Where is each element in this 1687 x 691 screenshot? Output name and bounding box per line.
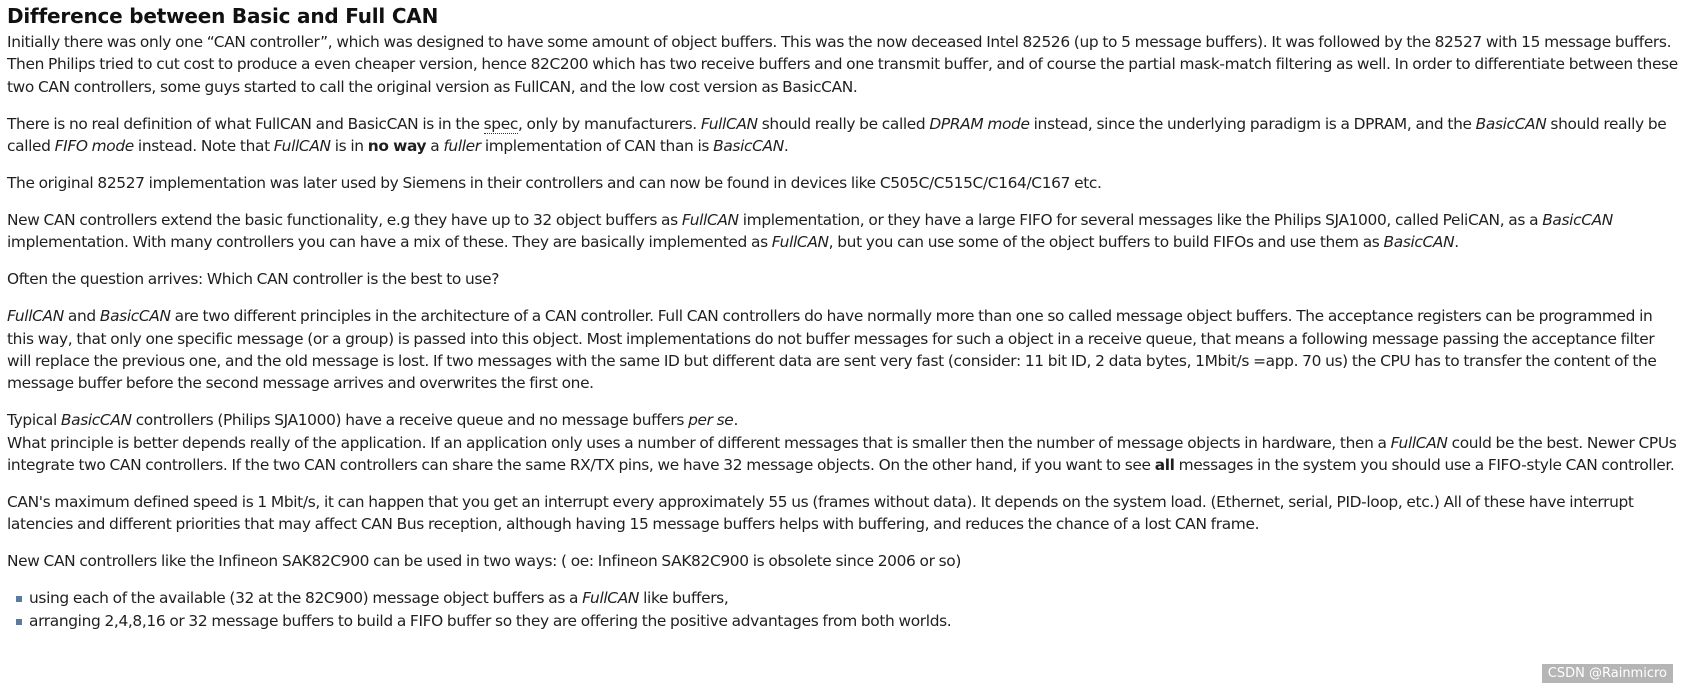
paragraph-intro: Initially there was only one “CAN controller”, which was designed to have some amount of object buffers. This was the now deceased Intel 82526 (up to 5 message buffers). It was followed by the 82527 with 15 message buffers. Then Philips tried to cut cost to produce a even cheaper version, hence 82C200 which has two receive buffers and one transmit buffer, and of course the partial mask-match filtering as well. In order to differentiate between these two CAN controllers, some guys started to call the original version as FullCAN, and the low cost version as BasicCAN. bbox=[7, 33, 1678, 96]
paragraph-siemens: The original 82527 implementation was later used by Siemens in their controllers and can now be found in devices like C505C/C515C/C164/C167 etc. bbox=[7, 174, 1102, 193]
paragraph-which-better: What principle is better depends really of the application. If an application only uses a number of different messages that is smaller then the number of message objects in hardware, then a FullCAN could be the best. Newer CPUs integrate two CAN controllers. If the two CAN controllers can share the same RX/TX pins, we have 32 message objects. On the other hand, if you want to see all messages in the system you should use a FIFO-style CAN controller. bbox=[7, 433, 1677, 475]
spec-link[interactable]: spec bbox=[483, 114, 518, 133]
paragraph-infineon: New CAN controllers like the Infineon SAK82C900 can be used in two ways: ( oe: Infineon SAK82C900 is obsolete since 2006 or so) bbox=[7, 552, 962, 571]
paragraph-definition: There is no real definition of what FullCAN and BasicCAN is in the spec, only by manufacturers. FullCAN should really be called DPRAM mode instead, since the underlying paradigm is a DPRAM, and the BasicCAN should really be called FIFO mode instead. Note that FullCAN is in no way a fuller implementation of CAN than is BasicCAN. bbox=[7, 114, 1667, 156]
paragraph-principles: FullCAN and BasicCAN are two different principles in the architecture of a CAN controller. Full CAN controllers do have normally more than one so called message object buffers. The acceptance registers can be programmed in this way, that only one specific message (or a group) is passed into this object. Most implementations do not buffer messages for such a object in a receive queue, that means a following message passing the acceptance filter will replace the previous one, and the old message is lost. If two messages with the same ID but different data are sent very fast (consider: 11 bit ID, 2 data bytes, 1Mbit/s =app. 70 us) the CPU has to transfer the content of the message buffer before the second message arrives and overwrites the first one. bbox=[7, 307, 1657, 393]
usage-list bbox=[7, 587, 1682, 632]
page-title: Difference between Basic and Full CAN bbox=[7, 4, 439, 28]
paragraph-question: Often the question arrives: Which CAN controller is the best to use? bbox=[7, 270, 500, 289]
paragraph-speed: CAN's maximum defined speed is 1 Mbit/s, it can happen that you get an interrupt every approximately 55 us (frames without data). It depends on the system load. (Ethernet, serial, PID-loop, etc.) All of these have interrupt latencies and different priorities that may affect CAN Bus reception, although having 15 message buffers helps with buffering, and reduces the chance of a lost CAN frame. bbox=[7, 493, 1634, 534]
watermark: CSDN @Rainmicro bbox=[1542, 664, 1673, 683]
paragraph-new-controllers: New CAN controllers extend the basic functionality, e.g they have up to 32 object buffers as FullCAN implementation, or they have a large FIFO for several messages like the Philips SJA1000, called PeliCAN, as a BasicCAN implementation. With many controllers you can have a mix of these. They are basically implemented as FullCAN, but you can use some of the object buffers to build FIFOs and use them as BasicCAN. bbox=[7, 210, 1613, 252]
square-bullet-icon bbox=[16, 596, 22, 602]
paragraph-basiccan-typical: Typical BasicCAN controllers (Philips SJA1000) have a receive queue and no message buffers per se. bbox=[7, 411, 738, 430]
list-item: using each of the available (32 at the 82C900) message object buffers as a FullCAN like buffers, bbox=[16, 587, 1682, 609]
square-bullet-icon bbox=[16, 619, 22, 625]
list-item: arranging 2,4,8,16 or 32 message buffers to build a FIFO buffer so they are offering the positive advantages from both worlds. bbox=[16, 610, 1682, 632]
